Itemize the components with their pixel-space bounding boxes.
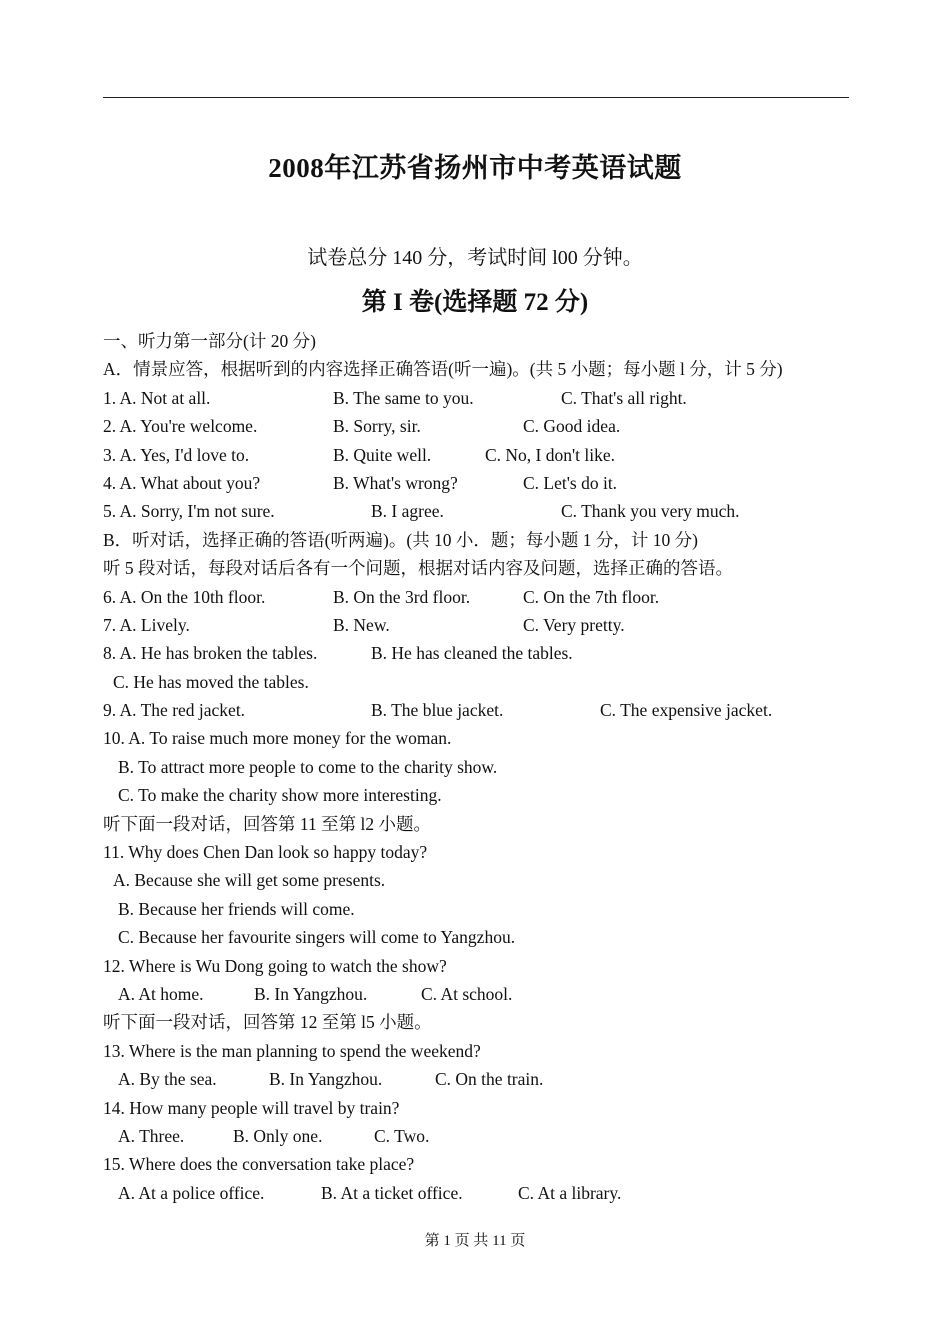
option-text: B. In Yangzhou. xyxy=(254,983,368,1004)
line-text: 14. How many people will travel by train? xyxy=(103,1097,400,1118)
line-text: A. At home. xyxy=(118,983,204,1004)
header-rule xyxy=(103,97,849,98)
text-line xyxy=(103,668,863,696)
question-list xyxy=(103,327,863,1207)
text-line xyxy=(103,866,863,894)
text-line xyxy=(103,895,863,923)
line-text: 1. A. Not at all. xyxy=(103,387,211,408)
line-text: A. Because she will get some presents. xyxy=(113,870,386,891)
line-text: 一、听力第一部分(计 20 分) xyxy=(103,331,316,351)
option-text: B. On the 3rd floor. xyxy=(333,586,471,607)
text-line xyxy=(103,441,863,469)
text-line xyxy=(103,583,863,611)
line-text: 5. A. Sorry, I'm not sure. xyxy=(103,501,275,522)
line-text: B．听对话，选择正确的答语(听两遍)。(共 10 小．题；每小题 1 分，计 10 分) xyxy=(103,529,698,550)
line-text: 听 5 段对话，每段对话后各有一个问题，根据对话内容及问题，选择正确的答语。 xyxy=(103,558,733,579)
line-text: B. Because her friends will come. xyxy=(118,898,355,919)
option-text: C. No, I don't like. xyxy=(485,444,616,465)
page-title: 2008年江苏省扬州市中考英语试题 xyxy=(268,153,682,183)
line-text: 听下面一段对话，回答第 12 至第 l5 小题。 xyxy=(103,1012,432,1033)
option-text: C. On the 7th floor. xyxy=(523,586,660,607)
text-line xyxy=(103,1065,863,1093)
line-text: 8. A. He has broken the tables. xyxy=(103,643,318,664)
option-text: C. Let's do it. xyxy=(523,472,618,493)
text-line xyxy=(103,724,863,752)
line-text: A．情景应答，根据听到的内容选择正确答语(听一遍)。(共 5 小题；每小题 l 分，计 5 分) xyxy=(103,359,783,380)
line-text: 6. A. On the 10th floor. xyxy=(103,586,266,607)
text-line xyxy=(103,1179,863,1207)
option-text: C. That's all right. xyxy=(561,387,687,408)
line-text: 4. A. What about you? xyxy=(103,472,261,493)
text-line xyxy=(103,1122,863,1150)
option-text: C. Good idea. xyxy=(523,416,621,437)
option-text: B. At a ticket office. xyxy=(321,1182,463,1203)
option-text: B. In Yangzhou. xyxy=(269,1069,383,1090)
line-text: A. At a police office. xyxy=(118,1182,265,1203)
line-text: 9. A. The red jacket. xyxy=(103,700,246,721)
line-text: 12. Where is Wu Dong going to watch the show? xyxy=(103,955,447,976)
option-text: B. Quite well. xyxy=(333,444,432,465)
option-text: C. At a library. xyxy=(518,1182,622,1203)
text-line xyxy=(103,980,863,1008)
text-line xyxy=(103,923,863,951)
line-text: C. Because her favourite singers will come to Yangzhou. xyxy=(118,927,516,948)
option-text: B. What's wrong? xyxy=(333,472,458,493)
option-text: B. The same to you. xyxy=(333,387,474,408)
line-text: 11. Why does Chen Dan look so happy today? xyxy=(103,842,428,863)
text-line xyxy=(103,327,863,355)
line-text: 2. A. You're welcome. xyxy=(103,416,258,437)
text-line xyxy=(103,412,863,440)
line-text: 10. A. To raise much more money for the woman. xyxy=(103,728,452,749)
option-text: C. On the train. xyxy=(435,1069,544,1090)
text-line xyxy=(103,1037,863,1065)
option-text: C. Two. xyxy=(374,1125,430,1146)
text-line xyxy=(103,1008,863,1036)
text-line xyxy=(103,952,863,980)
option-text: B. The blue jacket. xyxy=(371,700,504,721)
line-text: B. To attract more people to come to the charity show. xyxy=(118,756,498,777)
section-title: 第 I 卷(选择题 72 分) xyxy=(361,289,589,316)
option-text: B. Only one. xyxy=(233,1125,323,1146)
line-text: C. He has moved the tables. xyxy=(113,671,309,692)
text-line xyxy=(103,810,863,838)
line-text: 3. A. Yes, I'd love to. xyxy=(103,444,250,465)
text-line xyxy=(103,753,863,781)
text-line xyxy=(103,1150,863,1178)
line-text: 7. A. Lively. xyxy=(103,614,190,635)
text-line xyxy=(103,469,863,497)
text-line xyxy=(103,781,863,809)
text-line xyxy=(103,639,863,667)
option-text: C. At school. xyxy=(421,983,513,1004)
text-line xyxy=(103,1094,863,1122)
text-line xyxy=(103,497,863,525)
line-text: C. To make the charity show more interesting. xyxy=(118,785,442,806)
page-footer: 第 1 页 共 11 页 xyxy=(424,1233,526,1249)
option-text: B. New. xyxy=(333,614,390,635)
line-text: A. By the sea. xyxy=(118,1069,217,1090)
text-line xyxy=(103,355,863,383)
text-line xyxy=(103,696,863,724)
text-line xyxy=(103,384,863,412)
line-text: 听下面一段对话，回答第 11 至第 l2 小题。 xyxy=(103,813,431,834)
exam-info: 试卷总分 140 分，考试时间 l00 分钟。 xyxy=(307,247,643,269)
text-line xyxy=(103,526,863,554)
option-text: C. Very pretty. xyxy=(523,614,625,635)
option-text: B. He has cleaned the tables. xyxy=(371,643,573,664)
option-text: B. Sorry, sir. xyxy=(333,416,421,437)
text-line xyxy=(103,611,863,639)
line-text: 13. Where is the man planning to spend the weekend? xyxy=(103,1040,481,1061)
text-line xyxy=(103,554,863,582)
line-text: 15. Where does the conversation take place? xyxy=(103,1154,415,1175)
option-text: C. Thank you very much. xyxy=(561,501,740,522)
option-text: C. The expensive jacket. xyxy=(600,700,773,721)
line-text: A. Three. xyxy=(118,1125,185,1146)
text-line xyxy=(103,838,863,866)
option-text: B. I agree. xyxy=(371,501,444,522)
